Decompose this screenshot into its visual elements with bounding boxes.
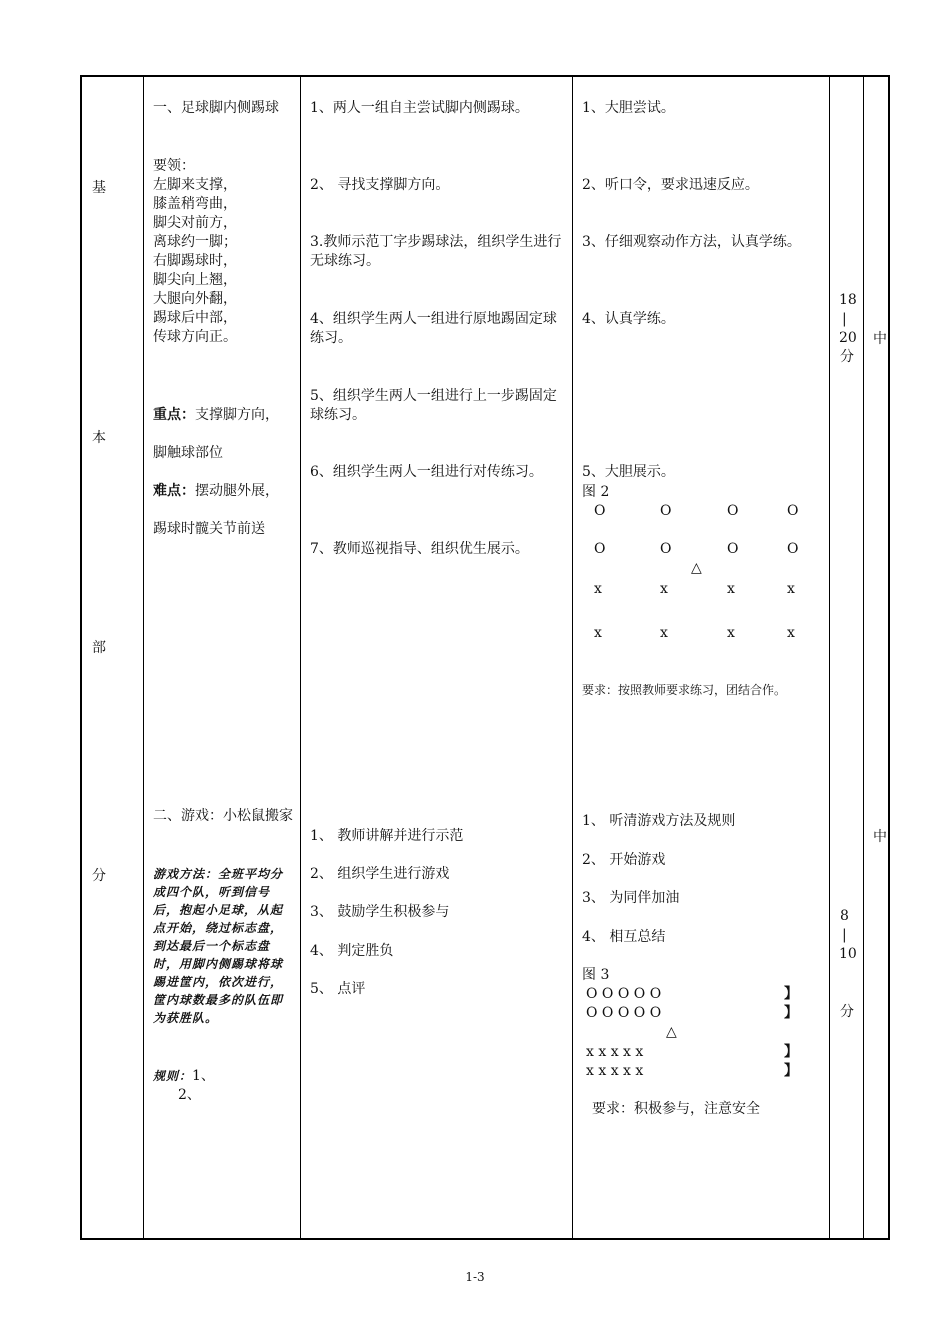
- basket-bracket: 】: [784, 986, 798, 1002]
- teacher-item-2: 4、 判定胜负: [310, 943, 394, 959]
- teacher-item: 3.教师示范丁字步踢球法，组织学生进行无球练习。: [310, 234, 562, 269]
- player-o: O: [660, 503, 672, 519]
- content-title-1: 一、足球脚内侧踢球: [153, 100, 279, 116]
- rule-item: 1、: [192, 1068, 215, 1084]
- rules: [153, 1067, 215, 1086]
- player-x: x: [787, 581, 795, 597]
- teacher-item: 5、组织学生两人一组进行上一步踢固定球练习。: [310, 388, 557, 423]
- figure-2-label: 图 2: [582, 484, 610, 500]
- player-x: x: [727, 625, 735, 641]
- col-divider: [143, 77, 144, 1238]
- yaoling-line: 膝盖稍弯曲，: [153, 196, 237, 212]
- teacher-triangle: △: [666, 1024, 677, 1040]
- col-divider: [572, 77, 573, 1238]
- intensity: 中: [873, 829, 887, 845]
- col-divider: [863, 77, 864, 1238]
- key-point-label: 重点：: [153, 407, 195, 423]
- team-x-row: x x x x x: [586, 1044, 644, 1060]
- intensity: 中: [873, 331, 887, 347]
- player-x: x: [727, 581, 735, 597]
- time-unit: 分: [840, 1004, 854, 1020]
- time-value: 8: [840, 908, 849, 924]
- difficulty-text-2: 踢球时髋关节前送: [153, 521, 265, 537]
- student-item: 5、大胆展示。: [582, 464, 675, 480]
- page-number: 1-3: [465, 1270, 485, 1284]
- key-point: [153, 406, 279, 425]
- yaoling-line: 踢球后中部，: [153, 310, 237, 326]
- time-value: 18: [839, 292, 857, 308]
- game-method: 游戏方法：全班平均分成四个队，听到信号后，抱起小足球，从起点开始，绕过标志盘，到达最后一个标志盘时，用脚内侧踢球将球踢进筐内，依次进行，筐内球数最多的队伍即为获胜队。: [153, 867, 284, 1025]
- yaoling-label: 要领：: [153, 158, 195, 174]
- teacher-item-2: 5、 点评: [310, 981, 366, 997]
- yaoling-line: 脚尖向上翘，: [153, 272, 237, 288]
- teacher-item-2: 1、 教师讲解并进行示范: [310, 828, 464, 844]
- player-o: O: [727, 503, 739, 519]
- yaoling-line: 右脚踢球时，: [153, 253, 237, 269]
- section-char: 本: [92, 430, 106, 446]
- student-item: 2、听口令，要求迅速反应。: [582, 177, 759, 193]
- player-x: x: [787, 625, 795, 641]
- lesson-table: [80, 75, 890, 1240]
- player-x: x: [594, 625, 602, 641]
- section-char: 分: [92, 868, 106, 884]
- key-point-text-2: 脚触球部位: [153, 445, 223, 461]
- teacher-item: 2、 寻找支撑脚方向。: [310, 177, 450, 193]
- student-item: 4、认真学练。: [582, 311, 675, 327]
- player-o: O: [660, 541, 672, 557]
- teacher-triangle: △: [691, 560, 702, 576]
- yaoling-line: 脚尖对前方，: [153, 215, 237, 231]
- teacher-item: 4、组织学生两人一组进行原地踢固定球练习。: [310, 311, 557, 346]
- student-item-2: 2、 开始游戏: [582, 852, 666, 868]
- student-item-2: 4、 相互总结: [582, 929, 666, 945]
- requirement-2: 要求：积极参与，注意安全: [592, 1101, 760, 1117]
- difficulty-label: 难点：: [153, 483, 195, 499]
- section-char: 部: [92, 640, 106, 656]
- rule-item: 2、: [178, 1087, 201, 1103]
- rules-label: 规则：: [153, 1069, 193, 1083]
- requirement-1: 要求：按照教师要求练习，团结合作。: [582, 683, 787, 697]
- time-value: 10: [839, 946, 857, 962]
- teacher-item-2: 3、 鼓励学生积极参与: [310, 904, 450, 920]
- time-unit: 分: [840, 349, 854, 365]
- team-o-row: O O O O O: [586, 986, 662, 1002]
- basket-bracket: 】: [784, 1005, 798, 1021]
- player-o: O: [727, 541, 739, 557]
- student-item: 3、仔细观察动作方法，认真学练。: [582, 234, 801, 250]
- key-point-text: 支撑脚方向，: [195, 407, 279, 423]
- difficulty: [153, 482, 279, 501]
- teacher-item: 7、教师巡视指导、组织优生展示。: [310, 541, 529, 557]
- student-item-2: 3、 为同伴加油: [582, 890, 680, 906]
- basket-bracket: 】: [784, 1044, 798, 1060]
- teacher-item: 6、组织学生两人一组进行对传练习。: [310, 464, 543, 480]
- student-item: 1、大胆尝试。: [582, 100, 675, 116]
- player-x: x: [660, 625, 668, 641]
- yaoling-line: 大腿向外翻，: [153, 291, 237, 307]
- player-x: x: [594, 581, 602, 597]
- time-bar: |: [842, 927, 847, 943]
- time-value: 20: [839, 330, 857, 346]
- difficulty-text: 摆动腿外展，: [195, 483, 279, 499]
- player-o: O: [787, 541, 799, 557]
- player-o: O: [594, 503, 606, 519]
- player-o: O: [594, 541, 606, 557]
- yaoling-line: 左脚来支撑，: [153, 177, 237, 193]
- team-x-row: x x x x x: [586, 1063, 644, 1079]
- player-o: O: [787, 503, 799, 519]
- teacher-item-2: 2、 组织学生进行游戏: [310, 866, 450, 882]
- col-divider: [300, 77, 301, 1238]
- content-title-2: 二、游戏：小松鼠搬家: [153, 808, 293, 824]
- team-o-row: O O O O O: [586, 1005, 662, 1021]
- col-divider: [829, 77, 830, 1238]
- section-char: 基: [92, 180, 106, 196]
- teacher-item: 1、两人一组自主尝试脚内侧踢球。: [310, 100, 529, 116]
- student-item-2: 1、 听清游戏方法及规则: [582, 813, 736, 829]
- figure-3-label: 图 3: [582, 967, 610, 983]
- time-bar: |: [842, 311, 847, 327]
- yaoling-line: 离球约一脚；: [153, 234, 237, 250]
- basket-bracket: 】: [784, 1063, 798, 1079]
- yaoling-line: 传球方向正。: [153, 329, 237, 345]
- player-x: x: [660, 581, 668, 597]
